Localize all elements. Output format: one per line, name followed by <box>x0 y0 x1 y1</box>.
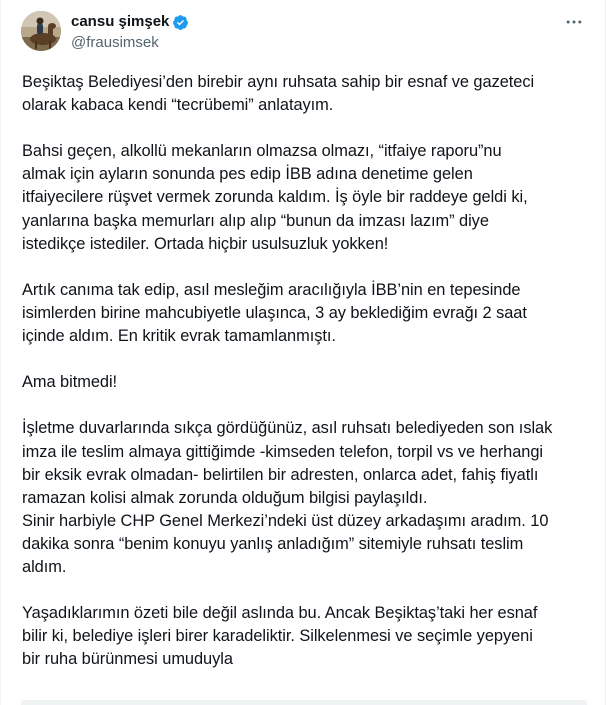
tweet-line: aldım. <box>22 557 67 576</box>
paragraph-gap <box>22 348 592 371</box>
tweet-paragraph <box>22 417 592 579</box>
display-name[interactable]: cansu şimşek <box>71 13 170 30</box>
tweet-line: dakika sonra “benim konuyu yanlış anladığım” sitemiyle ruhsatı teslim <box>22 534 524 553</box>
tweet-text <box>22 71 592 671</box>
tweet-paragraph <box>22 71 592 117</box>
tweet-line: olarak kabaca kendi “tecrübemi” anlatayım. <box>22 96 334 115</box>
tweet-line: Bahsi geçen, alkollü mekanların olmazsa olmazı, “itfaiye raporu”nu <box>22 142 502 161</box>
tweet-line: isimlerden birine mahcubiyetle ulaşınca, 3 ay beklediğim evrağı 2 saat <box>22 303 527 322</box>
paragraph-gap <box>22 394 592 417</box>
paragraph-gap <box>22 256 592 279</box>
tweet-paragraph <box>22 140 592 255</box>
more-horizontal-icon <box>564 12 584 32</box>
tweet-line: İşletme duvarlarında sıkça gördüğünüz, asıl ruhsatı belediyeden son ıslak <box>22 419 553 438</box>
paragraph-gap <box>22 579 592 602</box>
author-names <box>71 12 189 53</box>
verified-badge-icon <box>172 14 189 31</box>
avatar[interactable] <box>21 11 61 51</box>
tweet-line: istedikçe istediler. Ortada hiçbir usulsuzluk yokken! <box>22 234 389 253</box>
tweet-line: bilir ki, belediye işleri birer karadeliktir. Silkelenmesi ve seçimle yepyeni <box>22 627 533 646</box>
tweet-paragraph <box>22 602 592 671</box>
tweet-paragraph <box>22 371 592 394</box>
display-name-row <box>71 12 189 32</box>
author-handle[interactable]: @frausimsek <box>71 34 159 51</box>
tweet-line: içinde aldım. En kritik evrak tamamlanmıştı. <box>22 327 336 346</box>
tweet-line: Yaşadıklarımın özeti bile değil aslında bu. Ancak Beşiktaş’taki her esnaf <box>22 604 538 623</box>
tweet-line: ramazan kolisi almak zorunda olduğum bilgisi paylaşıldı. <box>22 488 428 507</box>
tweet-paragraph <box>22 279 592 348</box>
avatar-image <box>21 11 61 51</box>
tweet-line: Beşiktaş Belediyesi’den birebir aynı ruhsata sahip bir esnaf ve gazeteci <box>22 73 535 91</box>
tweet-line: itfaiyecilere rüşvet vermek zorunda kaldım. İş öyle bir raddeye geldi ki, <box>22 188 528 207</box>
media-preview-edge[interactable] <box>21 700 587 705</box>
tweet-line: bir eksik evrak olmadan- belirtilen bir adresten, onlarca adet, fahiş fiyatlı <box>22 465 539 484</box>
tweet-line: imza ile teslim almaya gittiğimde -kimseden telefon, torpil vs ve herhangi <box>22 442 544 461</box>
tweet-header <box>21 11 587 55</box>
tweet-line: yanlarına başka memurları alıp alıp “bunun da imzası lazım” diye <box>22 211 489 230</box>
tweet-line: Ama bitmedi! <box>22 373 118 392</box>
tweet-line: bir ruha bürünmesi umuduyla <box>22 650 233 669</box>
tweet-line: Artık canıma tak edip, asıl mesleğim aracılığıyla İBB’nin en tepesinde <box>22 280 521 299</box>
tweet-line: Sinir harbiyle CHP Genel Merkezi’ndeki üst düzey arkadaşımı aradım. 10 <box>22 511 549 530</box>
tweet-line: almak için ayların sonunda pes edip İBB adına denetime gelen <box>22 165 473 184</box>
paragraph-gap <box>22 117 592 140</box>
more-options-button[interactable] <box>561 12 587 32</box>
